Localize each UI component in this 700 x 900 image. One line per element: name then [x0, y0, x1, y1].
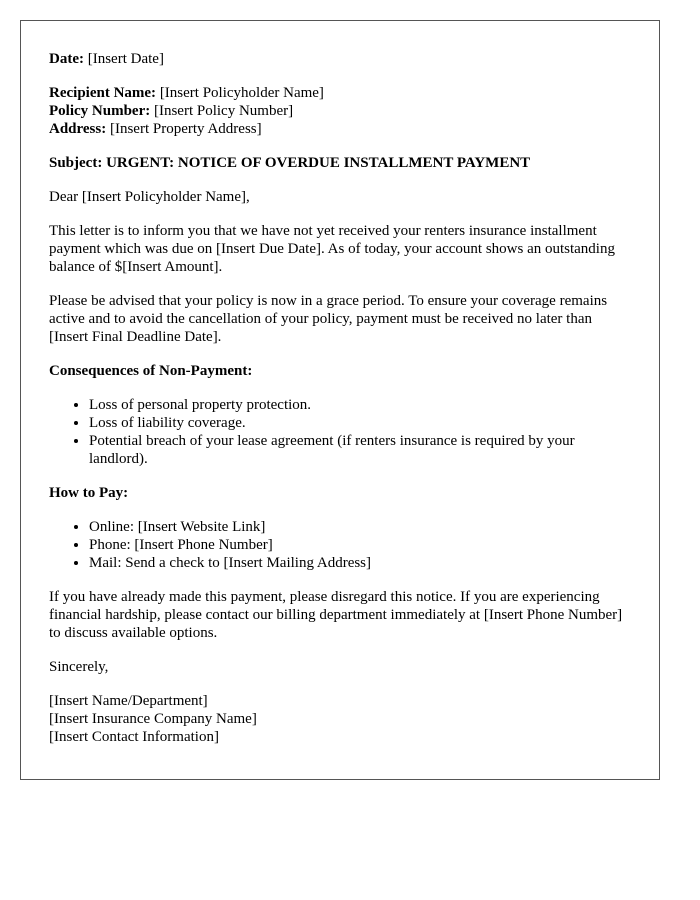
how-to-pay-heading: How to Pay: — [49, 485, 129, 501]
letter-page — [20, 20, 660, 780]
date-label: Date: — [49, 51, 84, 67]
policy-number-line — [49, 102, 631, 120]
date-line — [49, 50, 631, 68]
contact-info: [Insert Contact Information] — [49, 729, 219, 745]
subject-line — [49, 154, 631, 172]
address-value: [Insert Property Address] — [109, 121, 262, 137]
subject-value: URGENT: NOTICE OF OVERDUE INSTALLMENT PAYMENT — [106, 155, 531, 171]
recipient-block — [49, 84, 631, 138]
recipient-label: Recipient Name: — [49, 85, 157, 101]
intro-paragraph: This letter is to inform you that we have not yet received your renters insurance installment payment which was due on [Insert Due Date]. As of today, your account shows an outstanding balance of $[Insert Amount]. — [49, 223, 615, 275]
grace-period-paragraph: Please be advised that your policy is now in a grace period. To ensure your coverage remains active and to avoid the cancellation of your policy, payment must be received no later than [Insert Final Deadline Date]. — [49, 293, 608, 345]
company-name: [Insert Insurance Company Name] — [49, 711, 257, 727]
recipient-value: [Insert Policyholder Name] — [159, 85, 324, 101]
policy-number-value: [Insert Policy Number] — [153, 103, 294, 119]
subject-label: Subject: — [49, 155, 103, 171]
list-item: • Loss of liability coverage. — [89, 414, 631, 432]
salutation: Dear [Insert Policyholder Name], — [49, 189, 250, 205]
consequences-list — [49, 396, 631, 468]
policy-number-label: Policy Number: — [49, 103, 151, 119]
list-item: • Online: [Insert Website Link] — [89, 518, 631, 536]
signature-block — [49, 692, 631, 746]
address-line — [49, 120, 631, 138]
recipient-line — [49, 84, 631, 102]
signer-name: [Insert Name/Department] — [49, 693, 208, 709]
date-value: [Insert Date] — [87, 51, 164, 67]
list-item: • Phone: [Insert Phone Number] — [89, 536, 631, 554]
closing-note-paragraph: If you have already made this payment, please disregard this notice. If you are experiencing financial hardship, please contact our billing department immediately at [Insert Phone Number] to discuss available options. — [49, 589, 623, 641]
how-to-pay-list — [49, 518, 631, 572]
address-label: Address: — [49, 121, 107, 137]
list-item: • Potential breach of your lease agreement (if renters insurance is required by your landlord). — [89, 432, 631, 468]
list-item: • Mail: Send a check to [Insert Mailing Address] — [89, 554, 631, 572]
consequences-heading: Consequences of Non-Payment: — [49, 363, 253, 379]
list-item: • Loss of personal property protection. — [89, 396, 631, 414]
closing: Sincerely, — [49, 659, 109, 675]
